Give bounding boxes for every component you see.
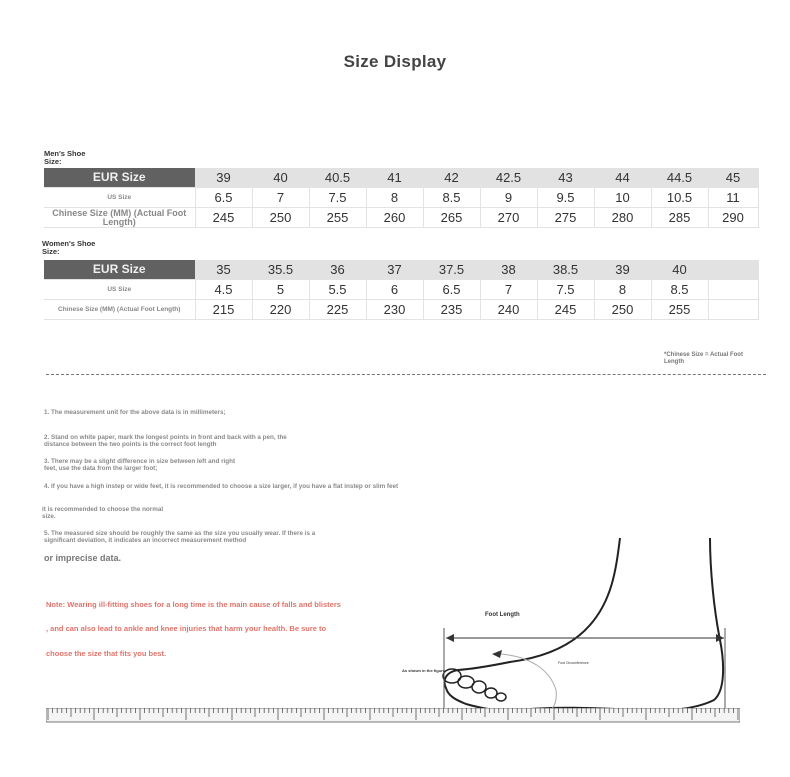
mens-eur-cell: 43	[537, 168, 594, 188]
womens-us-header: US Size	[44, 280, 195, 300]
womens-cn-cell: 215	[195, 300, 252, 320]
mens-cn-cell: 275	[537, 208, 594, 228]
mens-us-cell: 6.5	[195, 188, 252, 208]
womens-us-cell: 6	[366, 280, 423, 300]
mens-cn-cell: 250	[252, 208, 309, 228]
womens-eur-header: EUR Size	[44, 260, 195, 280]
mens-cn-cell: 270	[480, 208, 537, 228]
womens-cn-cell: 230	[366, 300, 423, 320]
mens-eur-cell: 45	[708, 168, 758, 188]
mens-eur-cell: 42	[423, 168, 480, 188]
instruction-5-cont: or imprecise data.	[44, 553, 122, 563]
womens-eur-cell: 35	[195, 260, 252, 280]
womens-cn-cell: 250	[594, 300, 651, 320]
mens-us-cell: 10	[594, 188, 651, 208]
womens-eur-cell: 37	[366, 260, 423, 280]
mens-cn-header: Chinese Size (MM) (Actual Foot Length)	[44, 208, 195, 228]
as-shown-label: As shown in the figure	[402, 668, 445, 673]
mens-cn-cell: 245	[195, 208, 252, 228]
warning-line-1: Note: Wearing ill-fitting shoes for a long time is the main cause of falls and blisters	[46, 600, 341, 609]
womens-us-cell: 5.5	[309, 280, 366, 300]
foot-diagram	[380, 530, 780, 715]
mens-eur-row	[44, 168, 758, 188]
instruction-1: 1. The measurement unit for the above data is in millimeters;	[44, 409, 226, 416]
womens-cn-cell: 225	[309, 300, 366, 320]
mens-eur-header: EUR Size	[44, 168, 195, 188]
womens-size-table	[44, 260, 759, 320]
foot-circumference-label: Foot Circumference	[558, 661, 589, 665]
womens-eur-row	[44, 260, 758, 280]
womens-us-cell: 8	[594, 280, 651, 300]
womens-cn-cell: 240	[480, 300, 537, 320]
mens-eur-cell: 42.5	[480, 168, 537, 188]
womens-cn-cell: 235	[423, 300, 480, 320]
mens-size-label: Men's Shoe Size:	[44, 149, 86, 166]
mens-us-cell: 8.5	[423, 188, 480, 208]
womens-us-cell: 5	[252, 280, 309, 300]
mens-us-header: US Size	[44, 188, 195, 208]
instruction-3: 3. There may be a slight difference in size between left and right feet, use the data from the larger foot;	[44, 458, 236, 472]
mens-eur-cell: 41	[366, 168, 423, 188]
womens-cn-cell: 220	[252, 300, 309, 320]
mens-us-cell: 7.5	[309, 188, 366, 208]
instruction-4-cont: it is recommended to choose the normal size.	[42, 506, 164, 520]
ruler-graphic	[46, 708, 740, 728]
womens-us-row	[44, 280, 758, 300]
dashed-divider	[46, 374, 766, 375]
instruction-2: 2. Stand on white paper, mark the longest points in front and back with a pen, the distance between the two points is the correct foot length	[44, 434, 287, 448]
womens-us-cell: 6.5	[423, 280, 480, 300]
mens-us-row	[44, 188, 758, 208]
womens-us-cell	[708, 280, 758, 300]
page-title: Size Display	[343, 52, 447, 71]
mens-cn-cell: 265	[423, 208, 480, 228]
womens-eur-cell: 37.5	[423, 260, 480, 280]
mens-us-cell: 10.5	[651, 188, 708, 208]
mens-cn-cell: 285	[651, 208, 708, 228]
mens-size-table	[44, 168, 759, 228]
mens-eur-cell: 39	[195, 168, 252, 188]
foot-length-label: Foot Length	[485, 612, 520, 618]
mens-us-cell: 7	[252, 188, 309, 208]
womens-eur-cell: 38.5	[537, 260, 594, 280]
mens-eur-cell: 40.5	[309, 168, 366, 188]
womens-cn-cell	[708, 300, 758, 320]
womens-us-cell: 4.5	[195, 280, 252, 300]
womens-eur-cell: 35.5	[252, 260, 309, 280]
instruction-5: 5. The measured size should be roughly the same as the size you usually wear. If there is a significant deviation, it indicates an incorrect measurement method	[44, 530, 316, 544]
womens-cn-cell: 245	[537, 300, 594, 320]
womens-cn-header: Chinese Size (MM) (Actual Foot Length)	[44, 300, 195, 320]
mens-eur-cell: 44	[594, 168, 651, 188]
mens-us-cell: 9	[480, 188, 537, 208]
womens-us-cell: 7	[480, 280, 537, 300]
womens-eur-cell: 40	[651, 260, 708, 280]
womens-eur-cell	[708, 260, 758, 280]
womens-us-cell: 7.5	[537, 280, 594, 300]
womens-cn-cell: 255	[651, 300, 708, 320]
mens-cn-cell: 290	[708, 208, 758, 228]
mens-us-cell: 11	[708, 188, 758, 208]
mens-cn-cell: 255	[309, 208, 366, 228]
womens-eur-cell: 39	[594, 260, 651, 280]
warning-line-3: choose the size that fits you best.	[46, 649, 167, 658]
womens-cn-row	[44, 300, 758, 320]
mens-us-cell: 8	[366, 188, 423, 208]
warning-line-2: , and can also lead to ankle and knee injuries that harm your health. Be sure to	[46, 624, 327, 633]
mens-us-cell: 9.5	[537, 188, 594, 208]
womens-size-label: Women's Shoe Size:	[42, 239, 96, 256]
womens-eur-cell: 36	[309, 260, 366, 280]
mens-cn-cell: 280	[594, 208, 651, 228]
mens-eur-cell: 44.5	[651, 168, 708, 188]
instruction-4: 4. If you have a high instep or wide feet, it is recommended to choose a size larger, if you have a flat instep or slim feet	[44, 483, 399, 490]
mens-cn-row	[44, 208, 758, 228]
womens-eur-cell: 38	[480, 260, 537, 280]
chinese-size-note: *Chinese Size = Actual Foot Length	[664, 352, 743, 365]
womens-us-cell: 8.5	[651, 280, 708, 300]
mens-cn-cell: 260	[366, 208, 423, 228]
mens-eur-cell: 40	[252, 168, 309, 188]
